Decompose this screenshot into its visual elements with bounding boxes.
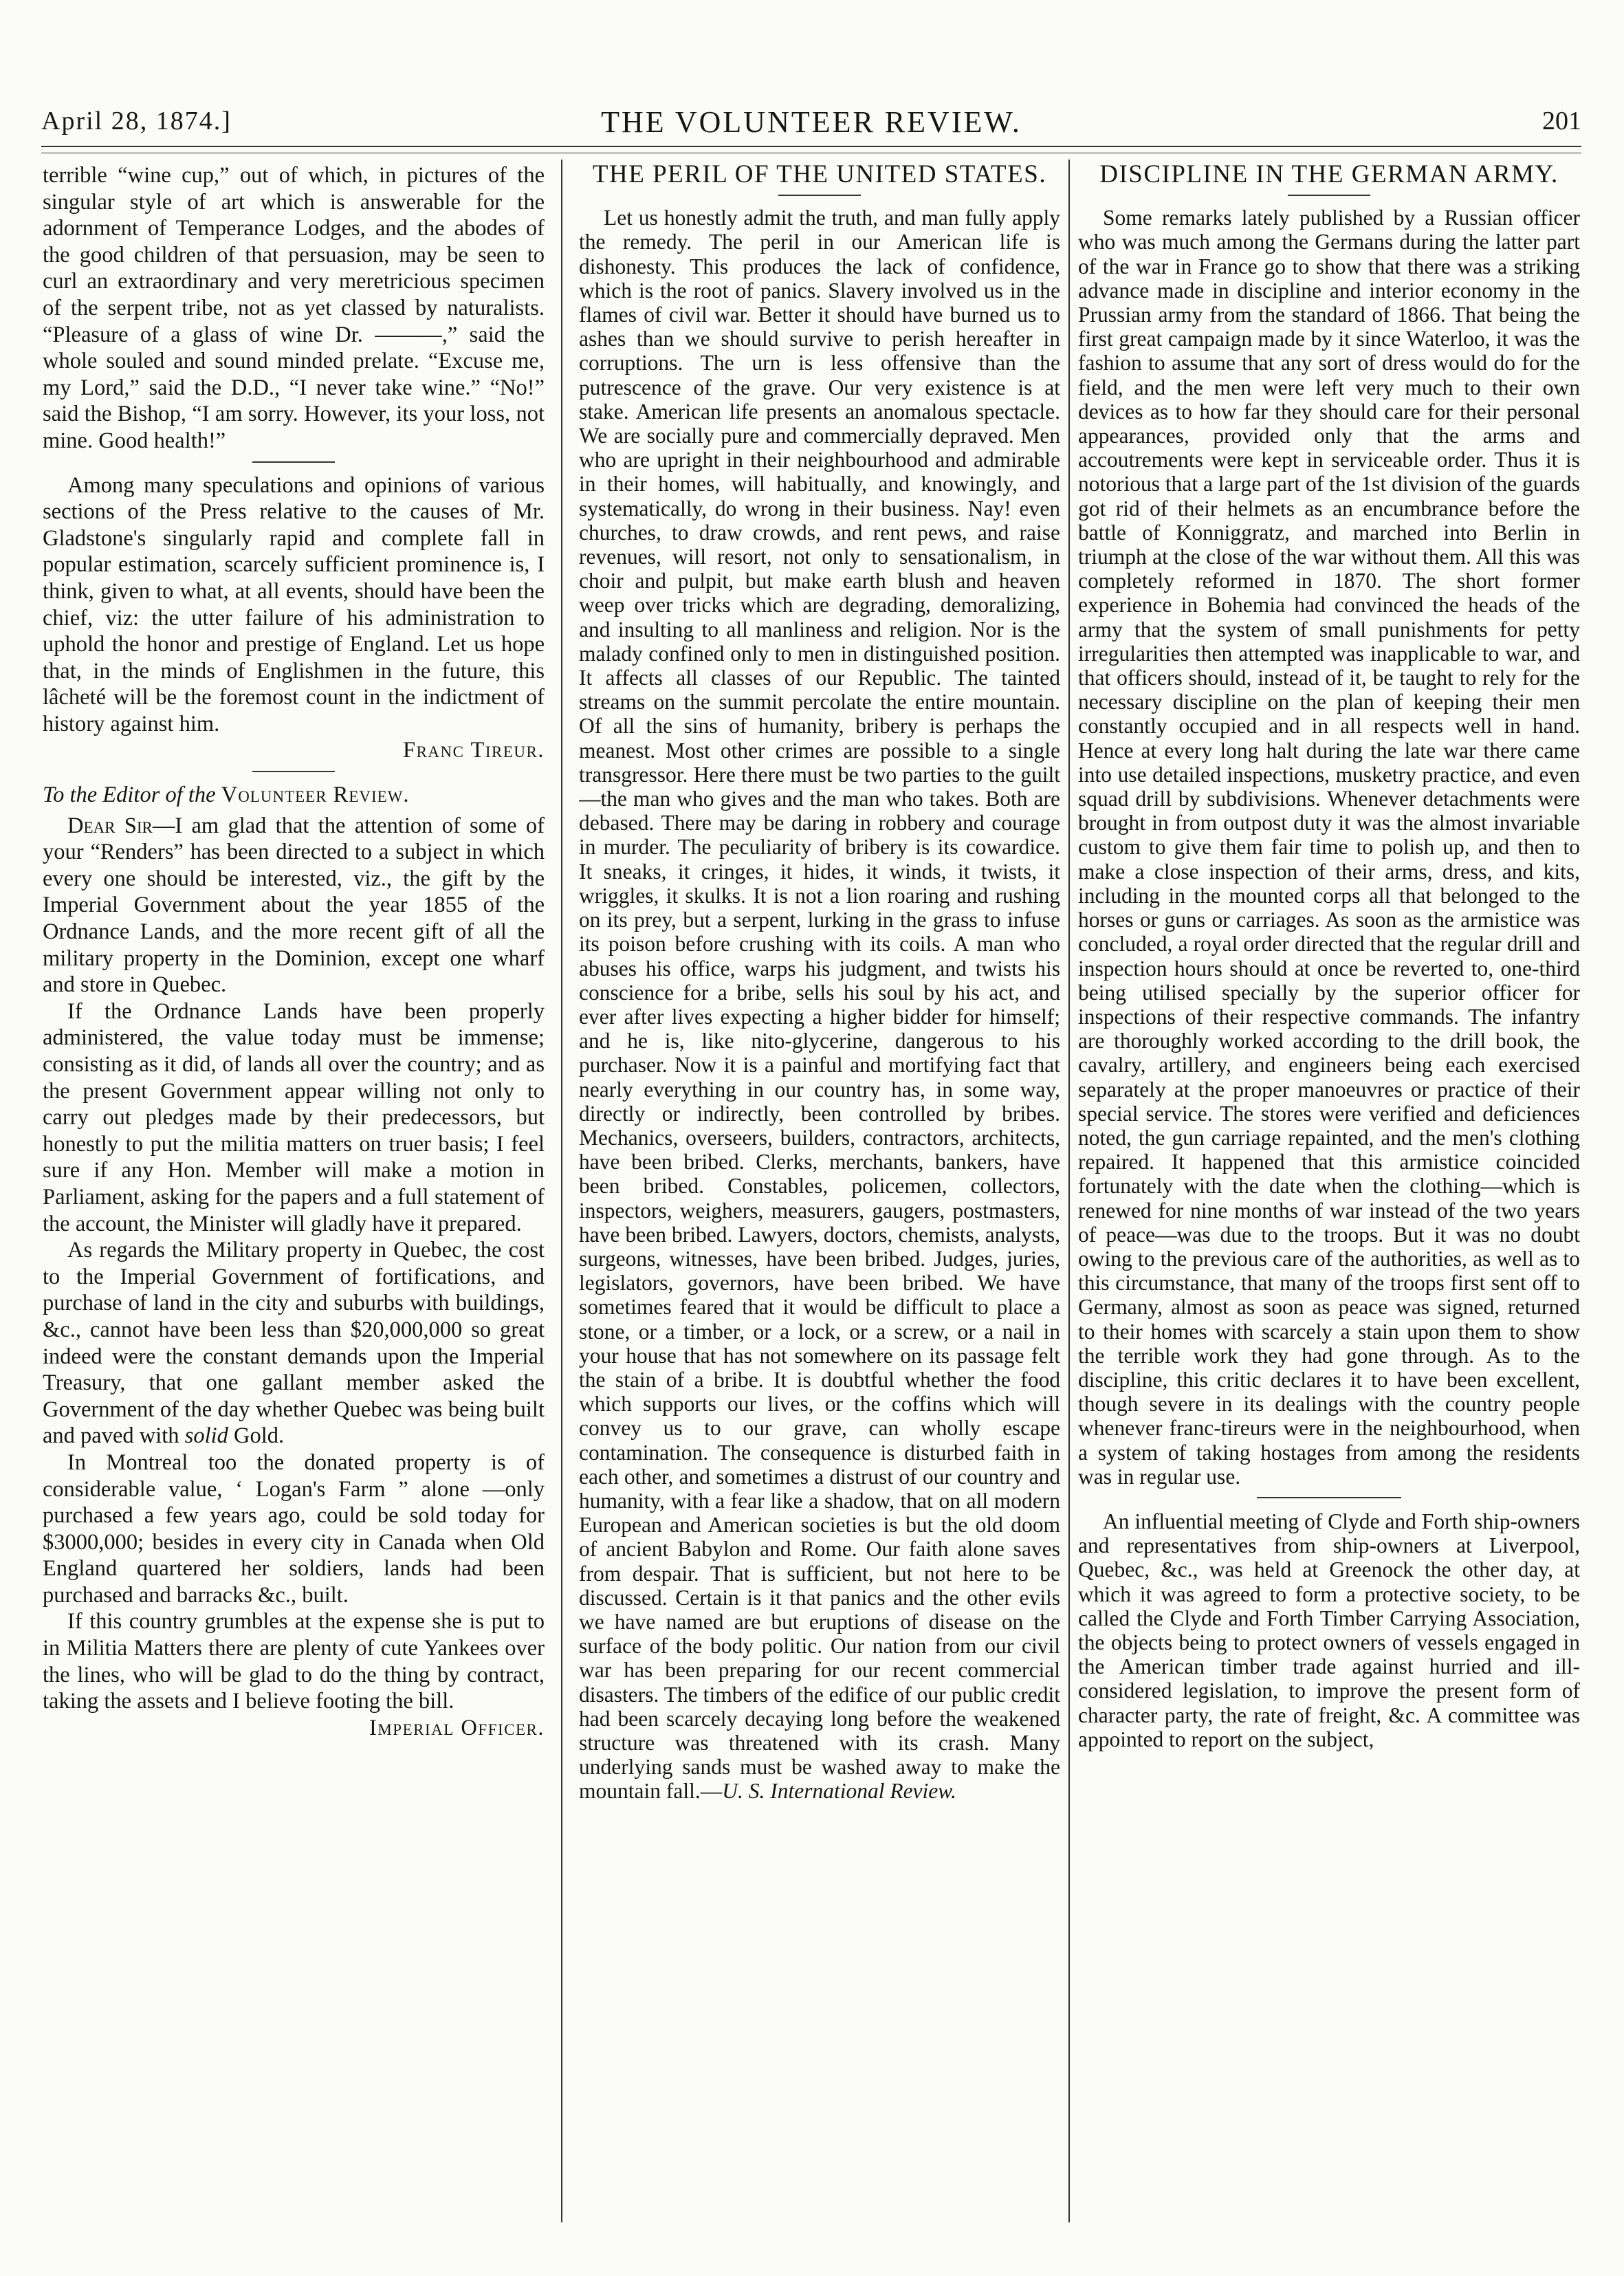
letter-paragraph-3-text: As regards the Military property in Quebec, the cost to the Imperial Government of fortifications, and purchase of land in the city and suburbs with buildings, &c., cannot have been less than $20,000,000 so great indeed were the constant demands upon the Imperial Treasury, that one gallant member asked the Government of the day whether Quebec was being built and paved with	[43, 1238, 545, 1449]
letter-paragraph-2: If the Ordnance Lands have been properly administered, the value today must be immense; consisting as it did, of lands all over the country; and as the present Government appear willing not only to carry out pledges made by their predecessors, but honestly to put the militia matters on truer basis; I feel sure if any Hon. Member will make a motion in Parliament, asking for the papers and a full statement of the account, the Minister will gladly have it prepared.	[43, 998, 545, 1236]
header-rule	[41, 146, 1581, 147]
column-divider	[561, 160, 562, 2222]
shipowners-paragraph: An influential meeting of Clyde and Forth ship-owners and representatives from ship-owners at Liverpool, Quebec, &c., was held at Greenock the other day, at which it was agreed to form a protective society, to be called the Clyde and Forth Timber Carrying Association, the objects being to protect owners of vessels engaged in the American timber trade against hurried and ill-considered legislation, to improve the present form of character party, the rate of freight, &c. A committee was appointed to report on the subject,	[1078, 1509, 1580, 1751]
discipline-article-body: Some remarks lately published by a Russian officer who was much among the Germans during the latter part of the war in France go to show that there was a striking advance made in discipline and interior economy in the Prussian army from the standard of 1866. That being the first great campaign made by it since Waterloo, it was the fashion to assume that any sort of dress would do for the field, and the men were left very much to their own devices as to how far they should care for their personal appearances, provided only that the arms and accoutrements were kept in serviceable order. Thus it is notorious that a large part of the 1st division of the guards got rid of their helmets as an encumbrance before the battle of Konniggratz, and marched into Berlin in triumph at the close of the war without them. All this was completely reformed in 1870. The short former experience in Bohemia had convinced the heads of the army that the system of small punishments for petty irregularities then attempted was inapplicable to war, and that officers should, instead of it, be taught to rely for the necessary discipline on the plan of keeping their men constantly occupied and in all respects well in hand. Hence at every long halt during the late war there came into use detailed inspections, musketry practice, and even squad drill by subdivisions. Whenever detachments were brought in from outpost duty it was the almost invariable custom to give them fair time to polish up, and then to make a close inspection of their arms, dress, and kits, including in the mounted corps all that belonged to the horses or guns or carriages. As soon as the armistice was concluded, a royal order directed that the regular drill and inspection hours should at once be reverted to, one-third being utilised specially by the superior officer for inspections of their respective commands. The infantry are thoroughly worked according to the drill book, the cavalry, artillery, and engineers being each exercised separately at the proper manoeuvres or practice of their special service. The stores were verified and deficiences noted, the gun carriage repainted, and the men's clothing repaired. It happened that this armistice coincided fortunately with the date when the clothing—which is renewed for nine months of war instead of the two years of peace—was due to the troops. But it was no doubt owing to the previous care of the authorities, as well as to this circumstance, that many of the troops first sent off to Germany, almost as soon as peace was signed, returned to their homes with scarcely a stain upon them to show the terrible work they had gone through. As to the discipline, this critic declares it to have been excellent, though severe in its dealings with the country people whenever franc-tireurs were in the neighbourhood, when a system of taking hostages from among the residents was in regular use.	[1078, 206, 1580, 1489]
issue-date: April 28, 1874.]	[41, 107, 232, 135]
section-rule	[1257, 1497, 1401, 1498]
newspaper-title: THE VOLUNTEER REVIEW.	[601, 105, 1022, 139]
section-rule	[252, 771, 335, 772]
column-2	[579, 162, 1060, 2221]
column-3	[1078, 162, 1580, 2221]
gladstone-paragraph: Among many speculations and opinions of various sections of the Press relative to the causes of Mr. Gladstone's singularly rapid and complete fall in popular estimation, scarcely sufficient prominence is, I think, given to what, at all events, should have been the chief, viz: the utter failure of his administration to uphold the honor and prestige of England. Let us hope that, in the minds of Englishmen in the future, this lâcheté will be the foremost count in the indictment of history against him.	[43, 472, 545, 736]
letter-lead-paper: Volunteer Review.	[221, 783, 410, 808]
solid-italic: solid	[184, 1423, 228, 1449]
headline-rule	[778, 195, 861, 196]
letter-paragraph-1-text: —I am glad that the attention of some of your “Renders” has been directed to a subject in which every one should be interested, viz., the gift by the Imperial Government about the year 1855 of the Ordnance Lands, and the more recent gift of all the military property in the Dominion, except one wharf and store in Quebec.	[43, 813, 545, 998]
peril-article-text: Let us honestly admit the truth, and man fully apply the remedy. The peril in our American life is dishonesty. This produces the lack of confidence, which is the root of panics. Slavery involved us in the flames of civil war. Better it should have burned us to ashes than we should survive to perish hereafter in corruptions. The urn is less offensive than the putrescence of the grave. Our very existence is at stake. American life presents an anomalous spectacle. We are socially pure and commercially depraved. Men who are upright in their neighbourhood and admirable in their homes, will habitually, and knowingly, and systematically, do wrong in their business. Nay! even churches, to draw crowds, and rent pews, and raise revenues, will resort, not only to sensationalism, in choir and pulpit, but make earth blush and heaven weep over tricks which are degrading, demoralizing, and insulting to all manliness and religion. Nor is the malady confined only to men in distinguished position. It affects all classes of our Republic. The tainted streams on the summit percolate the entire mountain. Of all the sins of humanity, bribery is perhaps the meanest. Most other crimes are possible to a single transgressor. Here there must be two parties to the guilt—the man who gives and the man who takes. Both are debased. There may be daring in robbery and courage in murder. The peculiarity of bribery is its cowardice. It sneaks, it cringes, it hides, it winds, it twists, it wriggles, it skulks. It is not a lion roaring and rushing on its prey, but a serpent, lurking in the grass to infuse its poison before crushing with its coils. A man who abuses his office, warps his judgment, and twists his conscience for a bribe, sells his soul by his act, and ever after lives expecting a higher bidder for himself; and he is, like nito-glycerine, dangerous to his purchaser. Now it is a painful and mortifying fact that nearly everything in our country has, in some way, directly or indirectly, been controlled by bribes. Mechanics, overseers, builders, contractors, architects, have been bribed. Clerks, merchants, bankers, have been bribed. Constables, policemen, collectors, inspectors, weighers, measurers, gaugers, postmasters, have been bribed. Lawyers, doctors, chemists, analysts, surgeons, witnesses, have been bribed. Judges, juries, legislators, governors, have been bribed. We have sometimes feared that it would be difficult to place a stone, or a timber, or a lock, or a screw, or a nail in your house that has not somewhere on its passage felt the stain of a bribe. It is doubtful whether the food which supports our lives, or the coffins which will convey us to our grave, can wholly escape contamination. The consequence is disturbed faith in each other, and sometimes a distrust of our country and humanity, with a fear like a shadow, that on all modern European and American societies is but the old doom of ancient Babylon and Rome. Our faith alone saves from despair. That is sufficient, but not here to be discussed. Certain is it that panics and the other evils we have named are but eruptions of disease on the surface of the body politic. Our nation from our civil war has been preparing for our recent commercial disasters. The timbers of the edifice of our public credit had been scarcely decaying long before the weakened structure was threatened with its crash. Many underlying sands must be washed away to make the mountain fall.—	[579, 206, 1060, 1804]
letter-paragraph-4: In Montreal too the donated property is of considerable value, ‘ Logan's Farm ” alone —only purchased a few years ago, could be sold today for $3000,000; besides in every city in Canada when Old England quartered her soldiers, lands had been purchased and barracks &c., built.	[43, 1449, 545, 1608]
letter-paragraph-3-end: Gold.	[234, 1423, 285, 1449]
letter-lead-text: To the Editor of the	[43, 783, 216, 808]
letter-paragraph-5: If this country grumbles at the expense she is put to in Militia Matters there are plenty of cute Yankees over the lines, who will be glad to do the thing by contract, taking the assets and I believe footing the bill.	[43, 1609, 545, 1714]
headline-rule	[1288, 195, 1370, 196]
salutation: Dear Sir	[67, 813, 153, 838]
article-headline: THE PERIL OF THE UNITED STATES.	[592, 162, 1047, 188]
letter-paragraph-3	[43, 1237, 545, 1449]
signature-imperial-officer: Imperial Officer.	[369, 1715, 545, 1740]
column-1	[43, 162, 545, 2221]
letter-heading	[43, 782, 545, 809]
article-source: U. S. International Review.	[722, 1779, 956, 1804]
page-header	[41, 94, 1581, 139]
peril-article-body	[579, 206, 1060, 1803]
temperance-paragraph: terrible “wine cup,” out of which, in pictures of the singular style of art which is answerable for the adornment of Temperance Lodges, and the abodes of the good children of that persuasion, may be seen to curl an extraordinary and very meretricious specimen of the serpent tribe, not as yet classed by naturalists. “Pleasure of a glass of wine Dr. ———,” said the whole souled and sound minded prelate. “Excuse me, my Lord,” said the D.D., “I never take wine.” “No!” said the Bishop, “I am sorry. However, its your loss, not mine. Good health!”	[43, 163, 545, 453]
column-divider	[1068, 160, 1070, 2222]
letter-paragraph-1	[43, 813, 545, 998]
section-rule	[252, 461, 335, 463]
page-number: 201	[1542, 107, 1581, 135]
article-headline: DISCIPLINE IN THE GERMAN ARMY.	[1099, 162, 1559, 188]
signature-franc-tireur: Franc Tireur.	[403, 738, 545, 763]
